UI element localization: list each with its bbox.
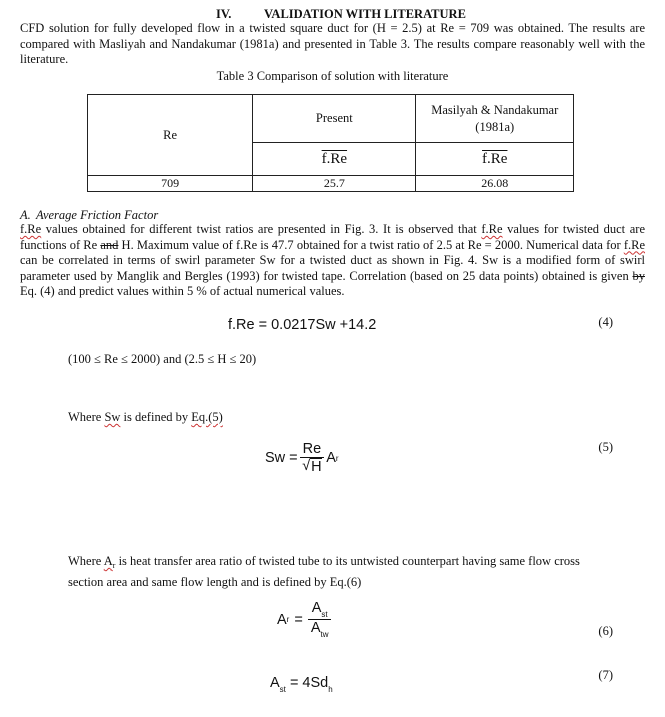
sw-term: Sw <box>104 410 121 424</box>
equation-5 <box>265 441 339 475</box>
ar-def-pre: Where <box>68 554 104 568</box>
friction-text-4: can be correlated in terms of swirl parameter Sw for a twisted duct as shown in Fig. 4. Sw is a modified form of swirl parameter used by Manglik and Bergles (1993) for twisted tape. Correlation (based on 25 data points) obtained is given <box>20 253 645 283</box>
fre-term: f.Re <box>20 222 42 236</box>
eq6-den-symbol: A <box>310 620 321 636</box>
eq6-lhs-sub: r <box>286 615 290 624</box>
subsection-label: A. <box>20 208 31 222</box>
equation-4-number: (4) <box>598 315 613 329</box>
eq5-rhs: A <box>326 450 336 466</box>
eq7-rhs: = 4Sd <box>289 675 329 691</box>
friction-paragraph <box>20 222 645 300</box>
cell-re: 709 <box>88 176 253 192</box>
eq6-denominator <box>308 620 332 639</box>
eq6-num-sub: st <box>321 610 328 619</box>
friction-text-5: Eq. (4) and predict values within 5 % of actual numerical values. <box>20 284 345 299</box>
table-caption: Table 3 Comparison of solution with literature <box>216 69 449 83</box>
literature-fre-header <box>416 143 574 176</box>
header-re: Re <box>88 95 253 176</box>
eq7-rhs-sub: h <box>328 685 333 694</box>
ar-def-line1: is heat transfer area ratio of twisted tube to its untwisted counterpart having same flow cross <box>115 554 580 568</box>
sw-def-pre: Where <box>68 410 105 424</box>
section-number: IV. <box>216 7 232 21</box>
eq7-lhs: A <box>270 675 280 691</box>
table-row <box>88 176 574 192</box>
sqrt-symbol: √ <box>302 458 311 474</box>
subsection-heading <box>20 208 158 223</box>
section-heading <box>216 7 466 22</box>
equation-4: f.Re = 0.0217Sw +14.2 <box>228 317 377 333</box>
eq5-denominator <box>302 458 321 475</box>
header-literature <box>416 95 574 143</box>
eq6-num-symbol: A <box>311 600 322 616</box>
eq6-equals: = <box>294 611 303 628</box>
eq5-numerator: Re <box>302 441 322 457</box>
eq5-denominator-text: H <box>311 459 322 475</box>
sw-def-mid: is defined by <box>120 410 192 424</box>
eq5-reference: Eq.(5) <box>191 410 223 424</box>
eq6-fraction <box>308 600 332 639</box>
cell-literature: 26.08 <box>416 176 574 192</box>
friction-text-3: H. Maximum value of f.Re is 47.7 obtained for a twist ratio of 2.5 at Re = 2000. Numerical data for <box>118 237 624 252</box>
ar-symbol: A <box>103 554 113 568</box>
eq6-den-sub: tw <box>320 630 329 639</box>
eq6-lhs: A <box>277 611 287 628</box>
header-present: Present <box>253 95 416 143</box>
equation-7 <box>270 675 333 694</box>
ar-def-line2: section area and same flow length and is defined by Eq.(6) <box>68 575 362 589</box>
equation-6 <box>277 600 331 639</box>
equation-5-number: (5) <box>598 440 613 454</box>
fre-term: f.Re <box>481 222 503 236</box>
header-literature-line2: (1981a) <box>475 119 515 134</box>
eq6-numerator <box>309 600 331 619</box>
equation-6-number: (6) <box>598 624 613 638</box>
comparison-table <box>87 94 574 192</box>
ar-term <box>104 554 116 568</box>
section-title: VALIDATION WITH LITERATURE <box>264 7 466 21</box>
fre-term: f.Re <box>623 237 645 252</box>
header-literature-line1: Masilyah & Nandakumar <box>431 102 559 117</box>
eq5-rhs-sub: r <box>335 453 339 463</box>
ar-definition <box>68 553 588 590</box>
equation-7-number: (7) <box>598 668 613 682</box>
present-fre-header <box>253 143 416 176</box>
subsection-title: Average Friction Factor <box>36 208 159 222</box>
sw-definition <box>68 410 223 425</box>
equation-4-range: (100 ≤ Re ≤ 2000) and (2.5 ≤ H ≤ 20) <box>68 352 257 366</box>
present-fre-symbol: f.Re <box>321 150 348 167</box>
eq5-lhs: Sw = <box>265 450 298 466</box>
struck-word: and <box>100 237 119 252</box>
friction-text-2: values for twisted duct are functions of Re <box>20 222 645 252</box>
friction-text-1: values obtained for different twist ratios are presented in Fig. 3. It is observed that <box>41 222 482 236</box>
eq5-fraction <box>300 441 325 475</box>
literature-fre-symbol: f.Re <box>482 150 508 167</box>
ar-symbol-sub: r <box>112 561 116 570</box>
cell-present: 25.7 <box>253 176 416 192</box>
intro-paragraph: CFD solution for fully developed flow in a twisted square duct for (H = 2.5) at Re = 709 was obtained. The results are compared with Masliyah and Nandakumar (1981a) and presented in Table 3. The results compare reasonably well with the literature. <box>20 21 645 67</box>
struck-word: by <box>632 268 645 283</box>
eq7-lhs-sub: st <box>279 685 286 694</box>
